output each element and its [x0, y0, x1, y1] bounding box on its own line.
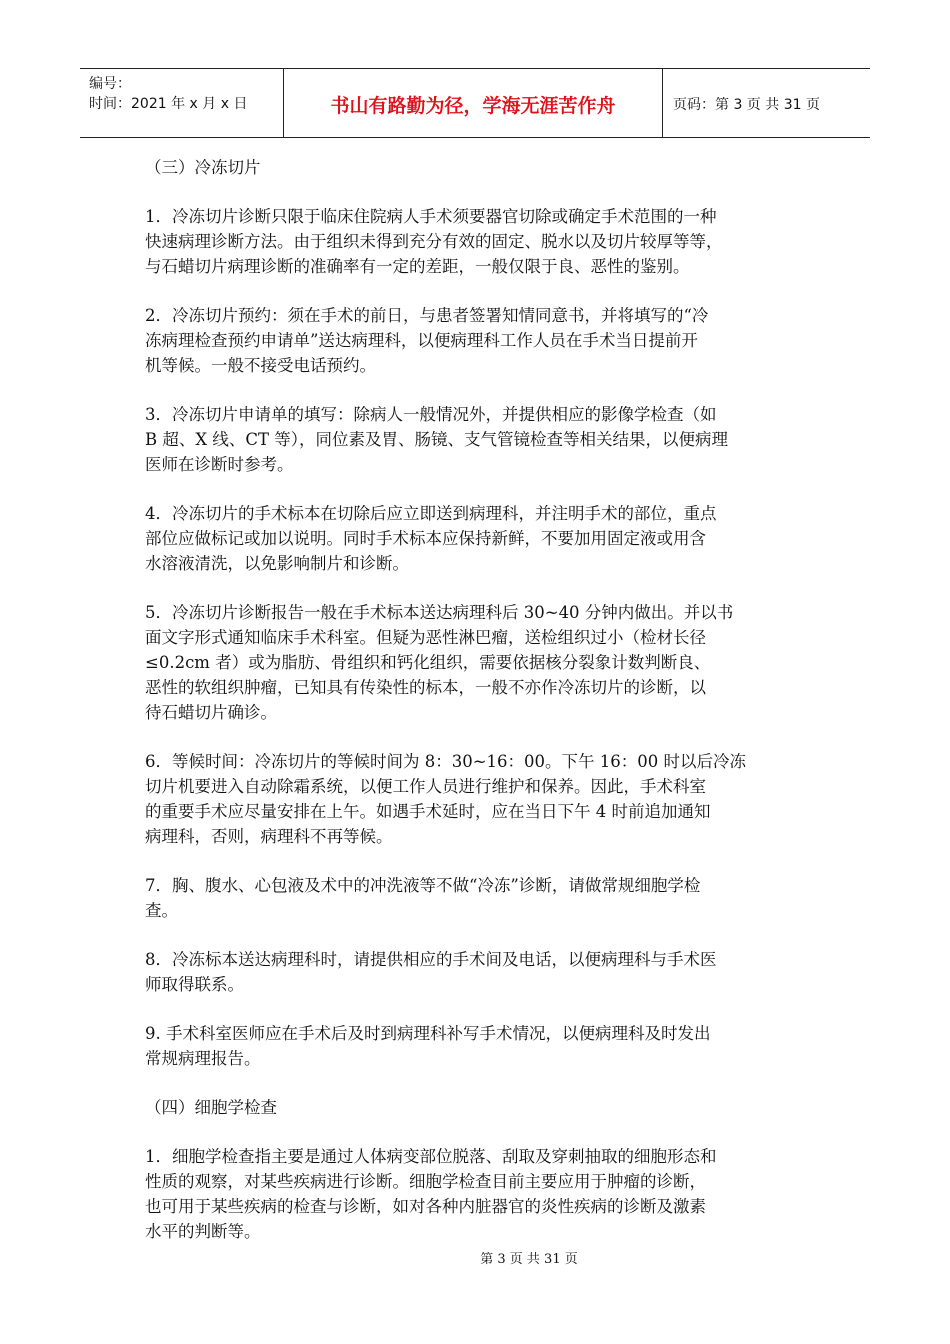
- header-page-cell: [663, 69, 870, 137]
- paragraph: 1．冷冻切片诊断只限于临床住院病人手术须要器官切除或确定手术范围的一种 快速病理诊断方法。由于组织未得到充分有效的固定、脱水以及切片较厚等等， 与石蜡切片病理诊断的准确率有一定的差距，一般仅限于良、恶性的鉴别。: [145, 207, 723, 276]
- header-meta-cell: [80, 69, 284, 137]
- section-heading-frozen: （三）冷冻切片: [145, 158, 261, 177]
- page-header: [80, 68, 870, 138]
- header-motto-cell: [284, 69, 663, 137]
- footer-page-number: 第 3 页 共 31 页: [480, 1252, 578, 1267]
- paragraph: 3．冷冻切片申请单的填写：除病人一般情况外，并提供相应的影像学检查（如 B 超、X 线、CT 等），同位素及胃、肠镜、支气管镜检查等相关结果，以便病理 医师在诊断时参考。: [145, 405, 728, 474]
- paragraph: 4．冷冻切片的手术标本在切除后应立即送到病理科，并注明手术的部位，重点 部位应做标记或加以说明。同时手术标本应保持新鲜，不要加用固定液或用含 水溶液清洗，以免影响制片和诊断。: [145, 504, 717, 573]
- document-body: [145, 155, 810, 1268]
- paragraph: 1．细胞学检查指主要是通过人体病变部位脱落、刮取及穿刺抽取的细胞形态和 性质的观察，对某些疾病进行诊断。细胞学检查目前主要应用于肿瘤的诊断， 也可用于某些疾病的检查与诊断，如对各种内脏器官的炎性疾病的诊断及激素 水平的判断等。: [145, 1147, 717, 1241]
- page-footer: [0, 1248, 950, 1267]
- paragraph: 9. 手术科室医师应在手术后及时到病理科补写手术情况，以便病理科及时发出 常规病理报告。: [145, 1024, 711, 1068]
- paragraph: 7．胸、腹水、心包液及术中的冲洗液等不做“冷冻”诊断，请做常规细胞学检 查。: [145, 876, 701, 920]
- paragraph: 2．冷冻切片预约：须在手术的前日，与患者签署知情同意书，并将填写的“冷 冻病理检查预约申请单”送达病理科，以便病理科工作人员在手术当日提前开 机等候。一般不接受电话预约。: [145, 306, 709, 375]
- paragraph: 8．冷冻标本送达病理科时，请提供相应的手术间及电话，以便病理科与手术医 师取得联系。: [145, 950, 717, 994]
- paragraph: 5．冷冻切片诊断报告一般在手术标本送达病理科后 30~40 分钟内做出。并以书 面文字形式通知临床手术科室。但疑为恶性淋巴瘤，送检组织过小（检材长径 ≤0.2cm 者）或为脂肪、骨组织和钙化组织，需要依据核分裂象计数判断良、 恶性的软组织肿瘤，已知具有传染性的标本，一般不亦作冷冻切片的诊断，以 待石蜡切片确诊。: [145, 603, 734, 722]
- document-number-label: 编号：: [89, 76, 131, 92]
- paragraph: 6．等候时间：冷冻切片的等候时间为 8：30~16：00。下午 16：00 时以后冷冻 切片机要进入自动除霜系统，以便工作人员进行维护和保养。因此，手术科室 的重要手术应尽量安排在上午。如遇手术延时，应在当日下午 4 时前追加通知 病理科，否则，病理科不再等候。: [145, 752, 747, 846]
- document-time-label: 时间：2021 年 x 月 x 日: [89, 96, 248, 112]
- header-motto: 书山有路勤为径，学海无涯苦作舟: [330, 95, 616, 117]
- section-heading-cytology: （四）细胞学检查: [145, 1098, 277, 1117]
- header-page-code: 页码：第 3 页 共 31 页: [673, 97, 820, 113]
